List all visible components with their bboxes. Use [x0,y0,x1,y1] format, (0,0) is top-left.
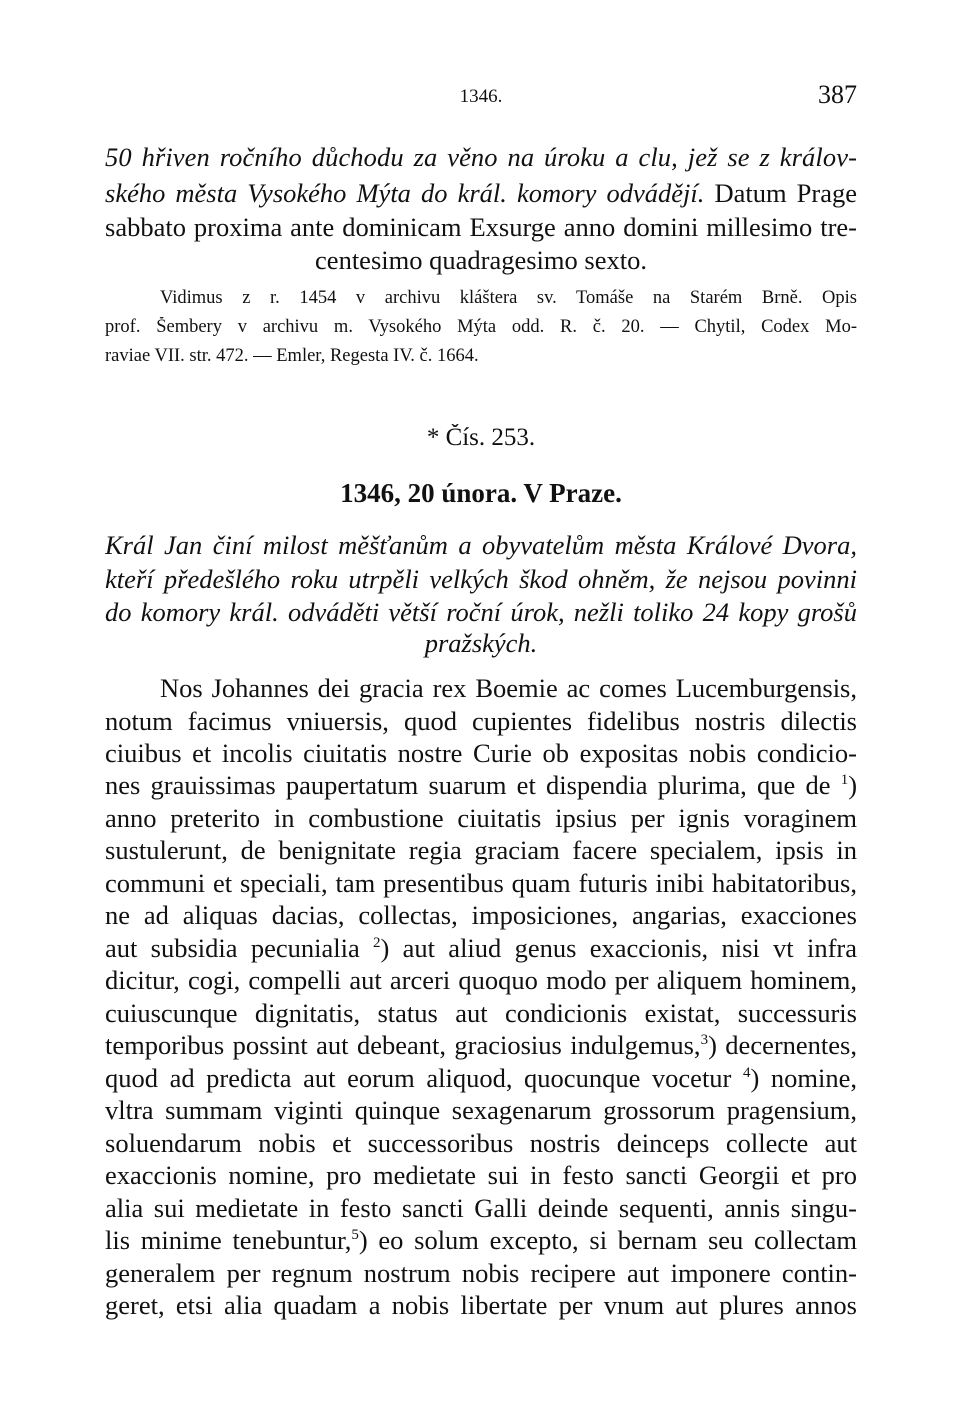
intro-line: centesimo quadragesimo sexto. [315,245,647,275]
body-text: ) [848,770,857,800]
page-number: 387 [818,80,857,109]
body-text: lis minime tenebuntur, [105,1225,352,1255]
footnote-ref: 2 [373,935,381,952]
body-line: communi et speciali, tam presentibus quam futuris inibi habitatoribus, [105,868,857,898]
summary-line: kteří předešlého roku utrpěli velkých škod ohněm, že nejsou povinni [105,564,857,594]
source-note-line: raviae VII. str. 472. — Emler, Regesta IV. č. 1664. [105,346,479,366]
intro-line: 50 hřiven ročního důchodu za věno na úroku a clu, jež se z králov- [105,142,857,172]
body-line: generalem per regnum nostrum nobis recipere aut imponere contin- [105,1258,857,1288]
body-line: dicitur, cogi, compelli aut arceri quoquo modo per aliquem hominem, [105,965,857,995]
body-line: exaccionis nomine, pro medietate sui in festo sancti Georgii et pro [105,1160,857,1190]
intro-italic-text: ského města Vysokého Mýta do král. komory odvádějí. [105,178,705,208]
body-line [105,933,857,964]
body-line [105,1030,857,1061]
body-text: ) decernentes, [708,1030,857,1060]
body-line: vltra summam viginti quinque sexagenarum grossorum pragensium, [105,1095,857,1125]
body-line: notum facimus vniuersis, quod cupientes fidelibus nostris dilectis [105,706,857,736]
body-line: alia sui medietate in festo sancti Galli deinde sequenti, annis singu- [105,1193,857,1223]
source-note-line: prof. Šembery v archivu m. Vysokého Mýta odd. R. č. 20. — Chytil, Codex Mo- [105,317,857,337]
body-line: anno preterito in combustione ciuitatis ipsius per ignis voraginem [105,803,857,833]
footnote-ref: 3 [700,1032,709,1049]
body-text: quod ad predicta aut eorum aliquod, quocunque vocetur [105,1063,732,1093]
body-line: sustulerunt, de benignitate regia graciam facere specialem, ipsis in [105,835,857,865]
footnote-ref: 5 [351,1227,359,1244]
body-text: temporibus possint aut debeant, graciosius indulgemus, [105,1030,701,1060]
body-line [105,1225,857,1256]
summary-line: pražských. [424,628,538,658]
body-text: aut subsidia pecunialia [105,933,360,963]
body-line: ne ad aliquas dacias, collectas, imposiciones, angarias, exacciones [105,900,857,930]
document-date-place: 1346, 20 února. V Praze. [340,478,622,508]
body-text: ) aut aliud genus exaccionis, nisi vt infra [380,933,857,963]
body-line: soluendarum nobis et successoribus nostris deinceps collecte aut [105,1128,857,1158]
footnote-ref: 1 [840,772,849,789]
summary-line: do komory král. odváděti větší roční úrok, nežli toliko 24 kopy grošů [105,597,857,627]
body-line [105,1063,857,1094]
summary-line: Král Jan činí milost měšťanům a obyvatelům města Králové Dvora, [105,530,857,560]
source-note-line: Vidimus z r. 1454 v archivu kláštera sv. Tomáše na Starém Brně. Opis [160,288,857,308]
body-line: Nos Johannes dei gracia rex Boemie ac comes Lucemburgensis, [160,673,857,703]
body-text: ) eo solum excepto, si bernam seu collectam [358,1225,857,1255]
document-number: * Čís. 253. [426,424,536,451]
body-text: nes grauissimas paupertatum suarum et dispendia plurima, que de [105,770,831,800]
body-line [105,770,857,801]
page-header [105,80,857,116]
body-line: ciuibus et incolis ciuitatis nostre Curie ob expositas nobis condicio- [105,738,857,768]
intro-line: sabbato proxima ante dominicam Exsurge anno domini millesimo tre- [105,212,857,242]
body-line: cuiuscunque dignitatis, status aut condicionis existat, successuris [105,998,857,1028]
intro-line [105,178,857,209]
body-line: geret, etsi alia quadam a nobis libertate per vnum aut plures annos [105,1290,857,1320]
header-year: 1346. [459,86,503,107]
intro-plain-text: Datum Prage [704,178,857,208]
body-text: ) nomine, [750,1063,857,1093]
footnote-ref: 4 [742,1065,751,1082]
